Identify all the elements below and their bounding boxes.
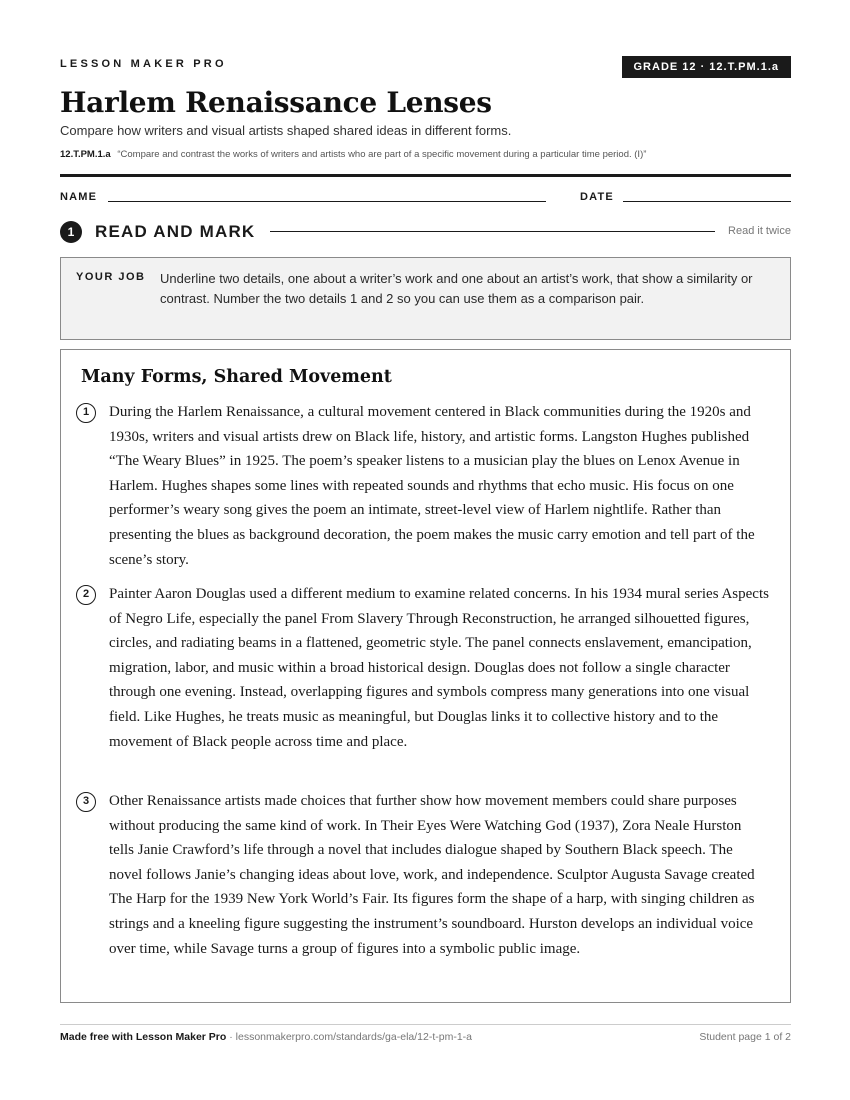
your-job-box xyxy=(60,257,791,340)
paragraph-number-1: 1 xyxy=(76,403,96,423)
worksheet-subtitle: Compare how writers and visual artists shaped shared ideas in different forms. xyxy=(60,123,512,138)
date-label: DATE xyxy=(580,191,614,203)
worksheet-page xyxy=(60,0,791,1100)
footer-divider xyxy=(60,1024,791,1025)
name-date-row xyxy=(60,191,791,205)
date-field[interactable] xyxy=(623,201,791,202)
footer-credit xyxy=(60,1031,472,1043)
paragraph-number-3: 3 xyxy=(76,792,96,812)
standard-text: “Compare and contrast the works of writers and artists who are part of a specific movement during a particular time period. (I)” xyxy=(117,149,647,160)
step-number-badge: 1 xyxy=(60,221,82,243)
section-title: READ AND MARK xyxy=(95,222,256,241)
your-job-text: Underline two details, one about a writer’s work and one about an artist’s work, that show a similarity or contrast. Number the two details 1 and 2 so you can use them as a comparison pair. xyxy=(160,271,753,306)
footer-brand: Made free with Lesson Maker Pro xyxy=(60,1031,227,1043)
grade-badge: GRADE 12 · 12.T.PM.1.a xyxy=(622,56,792,78)
reading-passage xyxy=(60,349,791,1003)
paragraph-number-2: 2 xyxy=(76,585,96,605)
footer-url: lessonmakerpro.com/standards/ga-ela/12-t-pm-1-a xyxy=(235,1031,473,1043)
header-divider xyxy=(60,174,791,177)
passage-title: Many Forms, Shared Movement xyxy=(81,367,392,387)
footer-page-number: Student page 1 of 2 xyxy=(699,1031,791,1043)
footer-separator: · xyxy=(226,1031,236,1043)
top-bar xyxy=(60,56,791,78)
your-job-label: YOUR JOB xyxy=(76,271,146,283)
paragraph-1: During the Harlem Renaissance, a cultural movement centered in Black communities during the 1920s and 1930s, writers and visual artists drew on Black life, history, and artistic forms. Langston Hughes published “The Weary Blues” in 1925. The poem’s speaker listens to a musician play the blues on Lenox Avenue in Harlem. Hughes shapes some lines with repeated sounds and rhythms that echo music. His focus on one performer’s weary song gives the poem an intimate, street-level view of Harlem nightlife. Rather than presenting the blues as background decoration, the poem makes the music carry emotion and tell part of the scene’s story. xyxy=(109,404,755,568)
standard-line xyxy=(60,149,646,160)
section-header xyxy=(60,220,791,244)
page-footer xyxy=(60,1031,791,1045)
paragraph-3: Other Renaissance artists made choices that further show how movement members could share purposes without producing the same kind of work. In Their Eyes Were Watching God (1937), Zora Neale Hurston tells Janie Crawford’s life through a novel that includes dialogue shaped by Southern Black speech. The novel follows Janie’s changing ideas about love, work, and independence. Sculptor Augusta Savage created The Harp for the 1939 New York World’s Fair. Its figures form the shape of a harp, with singing children as strings and a kneeling figure suggesting the instrument’s soundboard. Hurston develops an individual voice over time, while Savage turns a group of figures into a symbolic public image. xyxy=(109,793,755,957)
worksheet-title: Harlem Renaissance Lenses xyxy=(60,86,492,119)
standard-code: 12.T.PM.1.a xyxy=(60,149,111,160)
brand-wordmark: LESSON MAKER PRO xyxy=(60,58,227,70)
name-label: NAME xyxy=(60,191,98,203)
section-divider xyxy=(270,231,715,232)
name-field[interactable] xyxy=(108,201,546,202)
section-note: Read it twice xyxy=(728,225,791,237)
paragraph-2: Painter Aaron Douglas used a different medium to examine related concerns. In his 1934 mural series Aspects of Negro Life, especially the panel From Slavery Through Reconstruction, he arranged silhouetted figures, circles, and radiating beams in a flattened, geometric style. The panel connects enslavement, emancipation, migration, labor, and music within a broad historical design. Douglas does not follow a single character through one evening. Instead, overlapping figures and symbols compress many generations into one visual field. Like Hughes, he treats music as meaningful, but Douglas links it to collective history and to the movement of Black people across time and place. xyxy=(109,586,769,750)
